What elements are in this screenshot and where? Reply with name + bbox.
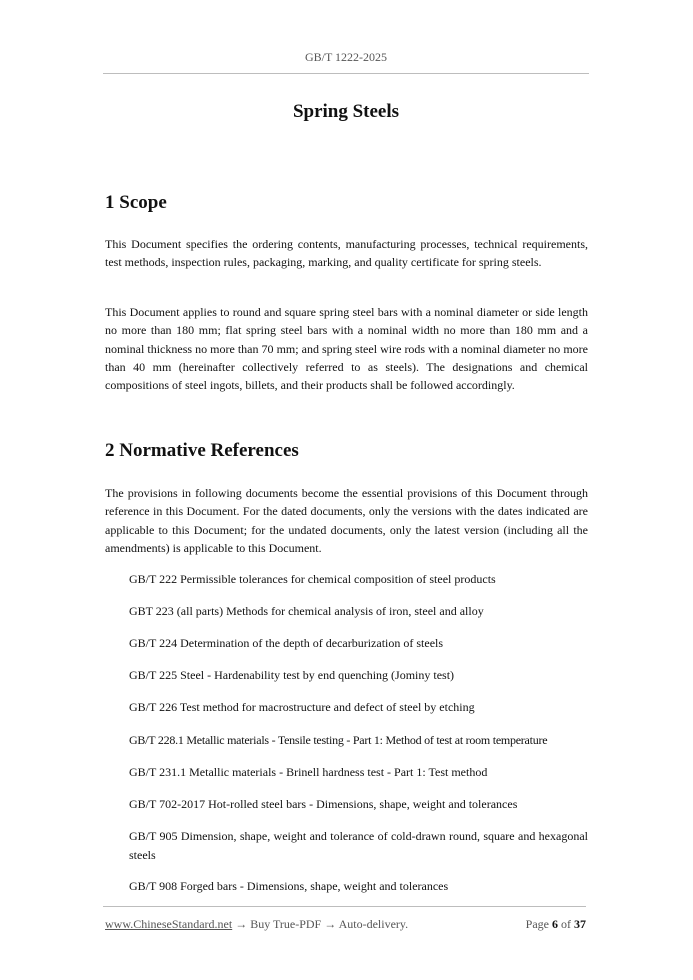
reference-item: GB/T 226 Test method for macrostructure and defect of steel by etching — [129, 700, 475, 714]
site-link[interactable]: www.ChineseStandard.net — [105, 917, 233, 931]
reference-item: GB/T 231.1 Metallic materials - Brinell hardness test - Part 1: Test method — [129, 765, 488, 779]
header-divider — [103, 73, 589, 74]
running-header: GB/T 1222-2025 — [304, 50, 388, 64]
scope-paragraph-2: This Document applies to round and square spring steel bars with a nominal diameter or side length no more than 180 mm; flat spring steel bars with a nominal width no more than 180 mm and a nominal thickness no more than 70 mm; and spring steel wire rods with a nominal diameter no more than 40 mm (hereinafter collectively referred to as steels). The designations and chemical compositions of steel ingots, billets, and their products shall be followed accordingly. — [105, 305, 588, 393]
page-label: Page — [525, 917, 549, 931]
section-heading-scope: 1 Scope — [105, 192, 167, 213]
reference-item: GB/T 224 Determination of the depth of decarburization of steels — [129, 636, 444, 650]
total-page-count: 37 — [574, 917, 586, 931]
footer-promo — [105, 917, 408, 932]
arrow-right-icon: → — [324, 917, 337, 931]
document-title: Spring Steels — [292, 101, 400, 122]
of-label: of — [561, 917, 571, 931]
reference-item: GB/T 225 Steel - Hardenability test by end quenching (Jominy test) — [129, 668, 455, 682]
current-page-number: 6 — [552, 917, 558, 931]
reference-item: GB/T 908 Forged bars - Dimensions, shape, weight and tolerances — [129, 879, 449, 893]
page-indicator — [498, 917, 586, 932]
normative-references-paragraph: The provisions in following documents become the essential provisions of this Document through reference in this Document. For the dated documents, only the versions with the dates indicated are applicable to this Document; for the undated documents, only the latest version (including all the amendments) is applicable to this Document. — [105, 486, 588, 555]
reference-item: GB/T 702-2017 Hot-rolled steel bars - Dimensions, shape, weight and tolerances — [129, 797, 518, 811]
arrow-right-icon: → — [235, 917, 248, 931]
scope-paragraph-1: This Document specifies the ordering contents, manufacturing processes, technical requirements, test methods, inspection rules, packaging, marking, and quality certificate for spring steels. — [105, 237, 588, 270]
buy-true-pdf-text: Buy True-PDF — [250, 917, 322, 931]
reference-item: GB/T 222 Permissible tolerances for chemical composition of steel products — [129, 572, 496, 586]
reference-item: GB/T 905 Dimension, shape, weight and tolerance of cold-drawn round, square and hexagonal steels — [129, 829, 588, 862]
auto-delivery-text: Auto-delivery. — [338, 917, 409, 931]
footer-divider — [103, 906, 586, 907]
section-heading-normative-references: 2 Normative References — [105, 440, 299, 461]
reference-item: GB/T 228.1 Metallic materials - Tensile testing - Part 1: Method of test at room temperature — [129, 733, 548, 747]
reference-item: GBT 223 (all parts) Methods for chemical analysis of iron, steel and alloy — [129, 604, 484, 618]
